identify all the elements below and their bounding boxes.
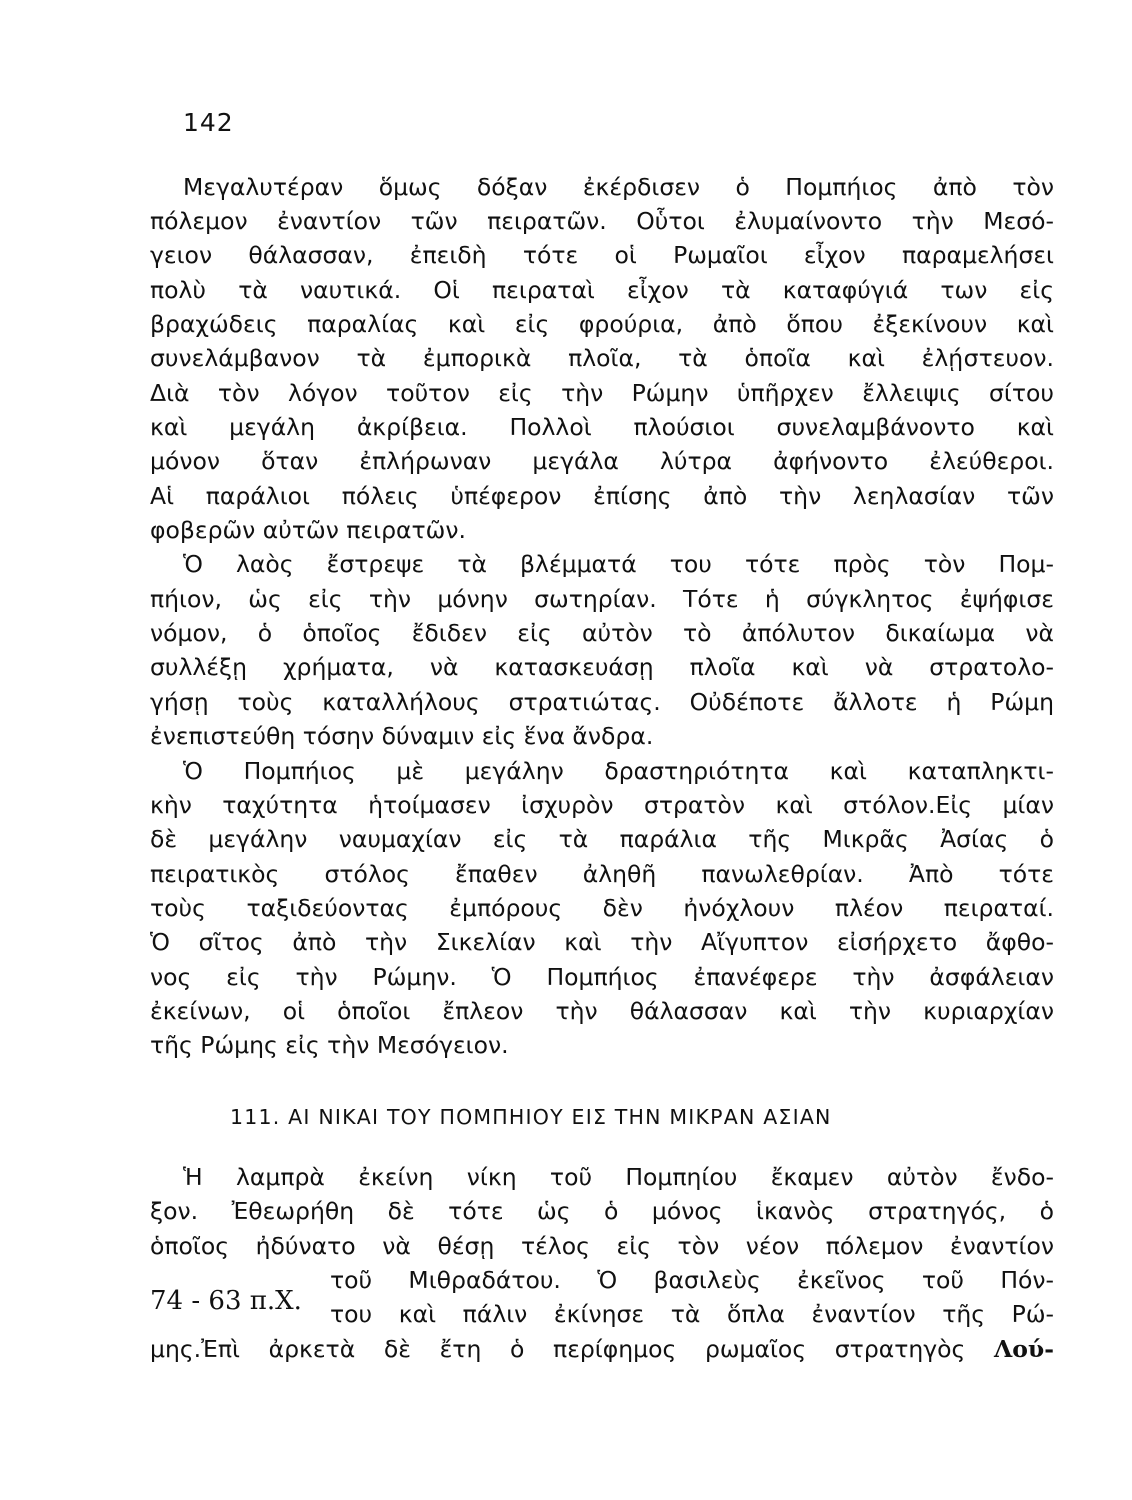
- text-line: πειρατικὸς στόλος ἔπαθεν ἀληθῆ πανωλεθρίαν. Ἀπὸ τότε: [150, 860, 1054, 888]
- text-line: τοὺς ταξιδεύοντας ἐμπόρους δὲν ἠνόχλουν πλέον πειραταί.: [150, 894, 1054, 922]
- text-line: βραχώδεις παραλίας καὶ εἰς φρούρια, ἀπὸ ὅπου ἐξεκίνουν καὶ: [150, 310, 1054, 338]
- text-line: του καὶ πάλιν ἐκίνησε τὰ ὅπλα ἐναντίον τῆς Ρώ-: [330, 1300, 1054, 1328]
- text-line: ὁποῖος ἠδύνατο νὰ θέσῃ τέλος εἰς τὸν νέον πόλεμον ἐναντίον: [150, 1232, 1054, 1260]
- text-segment: μης.Ἐπὶ ἀρκετὰ δὲ ἔτη ὁ περίφημος ρωμαῖος στρατηγὸς: [150, 1335, 966, 1363]
- text-line: συλλέξῃ χρήματα, νὰ κατασκευάσῃ πλοῖα καὶ νὰ στρατολο-: [150, 653, 1054, 681]
- text-line: Ὁ σῖτος ἀπὸ τὴν Σικελίαν καὶ τὴν Αἴγυπτον εἰσήρχετο ἄφθο-: [150, 928, 1054, 956]
- text-line: Ὁ λαὸς ἔστρεψε τὰ βλέμματά του τότε πρὸς τὸν Πομ-: [183, 550, 1054, 578]
- text-line: δὲ μεγάλην ναυμαχίαν εἰς τὰ παράλια τῆς Μικρᾶς Ἀσίας ὁ: [150, 825, 1054, 853]
- text-line: συνελάμβανον τὰ ἐμπορικὰ πλοῖα, τὰ ὁποῖα καὶ ἐλῄστευον.: [150, 344, 1054, 372]
- text-line: ἐνεπιστεύθη τόσην δύναμιν εἰς ἕνα ἄνδρα.: [150, 722, 654, 750]
- text-line: Διὰ τὸν λόγον τοῦτον εἰς τὴν Ρώμην ὑπῆρχεν ἔλλειψις σίτου: [150, 379, 1054, 407]
- text-line: μόνον ὅταν ἐπλήρωναν μεγάλα λύτρα ἀφήνοντο ἐλεύθεροι.: [150, 447, 1054, 475]
- text-line: ξον. Ἐθεωρήθη δὲ τότε ὡς ὁ μόνος ἱκανὸς στρατηγός, ὁ: [150, 1197, 1054, 1225]
- text-line: τῆς Ρώμης εἰς τὴν Μεσόγειον.: [150, 1031, 509, 1059]
- page-number: 142: [183, 108, 234, 137]
- text-line: [150, 1332, 1054, 1366]
- text-line: Αἱ παράλιοι πόλεις ὑπέφερον ἐπίσης ἀπὸ τὴν λεηλασίαν τῶν: [150, 482, 1054, 510]
- bold-name: Λού-: [994, 1335, 1054, 1363]
- margin-date-note: 74 - 63 π.Χ.: [150, 1286, 302, 1316]
- text-line: φοβερῶν αὐτῶν πειρατῶν.: [150, 516, 466, 544]
- text-line: γειον θάλασσαν, ἐπειδὴ τότε οἱ Ρωμαῖοι εἶχον παραμελήσει: [150, 241, 1054, 269]
- text-line: καὶ μεγάλη ἀκρίβεια. Πολλοὶ πλούσιοι συνελαμβάνοντο καὶ: [150, 413, 1054, 441]
- section-heading: 111. ΑΙ ΝΙΚΑΙ ΤΟΥ ΠΟΜΠΗΙΟΥ ΕΙΣ ΤΗΝ ΜΙΚΡΑΝ ΑΣΙΑΝ: [230, 1105, 832, 1129]
- text-line: πήιον, ὡς εἰς τὴν μόνην σωτηρίαν. Τότε ἡ σύγκλητος ἐψήφισε: [150, 585, 1054, 613]
- text-line: νος εἰς τὴν Ρώμην. Ὁ Πομπήιος ἐπανέφερε τὴν ἀσφάλειαν: [150, 963, 1054, 991]
- text-line: γήσῃ τοὺς καταλλήλους στρατιώτας. Οὐδέποτε ἄλλοτε ἡ Ρώμη: [150, 688, 1054, 716]
- text-line: πόλεμον ἐναντίον τῶν πειρατῶν. Οὗτοι ἐλυμαίνοντο τὴν Μεσό-: [150, 207, 1054, 235]
- text-line: Ὁ Πομπήιος μὲ μεγάλην δραστηριότητα καὶ καταπληκτι-: [183, 757, 1054, 785]
- text-line: τοῦ Μιθραδάτου. Ὁ βασιλεὺς ἐκεῖνος τοῦ Πόν-: [330, 1266, 1054, 1294]
- text-line: ἐκείνων, οἱ ὁποῖοι ἔπλεον τὴν θάλασσαν καὶ τὴν κυριαρχίαν: [150, 997, 1054, 1025]
- text-line: Μεγαλυτέραν ὅμως δόξαν ἐκέρδισεν ὁ Πομπήιος ἀπὸ τὸν: [183, 173, 1054, 201]
- text-line: Ἡ λαμπρὰ ἐκείνη νίκη τοῦ Πομπηίου ἔκαμεν αὐτὸν ἔνδο-: [183, 1163, 1054, 1191]
- text-line: νόμον, ὁ ὁποῖος ἔδιδεν εἰς αὐτὸν τὸ ἀπόλυτον δικαίωμα νὰ: [150, 619, 1054, 647]
- text-line: πολὺ τὰ ναυτικά. Οἱ πειραταὶ εἶχον τὰ καταφύγιά των εἰς: [150, 276, 1054, 304]
- text-line: κὴν ταχύτητα ἡτοίμασεν ἰσχυρὸν στρατὸν καὶ στόλον.Εἰς μίαν: [150, 791, 1054, 819]
